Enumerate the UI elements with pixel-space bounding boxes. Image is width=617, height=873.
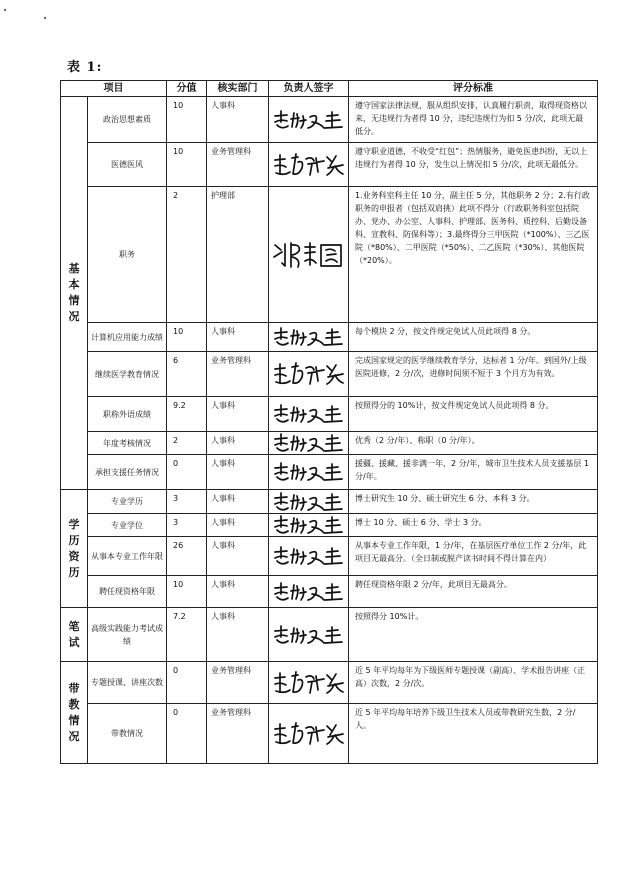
item-cell: 职务	[88, 187, 167, 323]
score-cell: 6	[167, 352, 207, 397]
item-cell: 专业学历	[88, 490, 167, 514]
item-cell: 带教情况	[88, 704, 167, 764]
item-cell: 聘任现资格年限	[88, 576, 167, 608]
item-cell: 职称外语成绩	[88, 397, 167, 432]
score-cell: 0	[167, 455, 207, 490]
item-cell: 继续医学教育情况	[88, 352, 167, 397]
criteria-cell: 按照得分的 10%计，按文件规定免试人员此项得 8 分。	[349, 397, 598, 432]
group-label-char: 试	[68, 635, 80, 649]
score-cell: 0	[167, 662, 207, 704]
score-cell: 3	[167, 490, 207, 514]
item-cell: 年度考核情况	[88, 432, 167, 455]
criteria-cell: 按照得分 10%计。	[349, 608, 598, 662]
signature-cell	[269, 662, 349, 704]
dept-cell: 人事科	[207, 490, 269, 514]
signature-a	[272, 545, 346, 567]
table-row	[61, 97, 598, 143]
signature-cell	[269, 97, 349, 143]
dept-cell: 人事科	[207, 514, 269, 537]
signature-a	[272, 326, 346, 348]
item-cell: 医德医风	[88, 143, 167, 187]
score-cell: 2	[167, 432, 207, 455]
dept-cell: 人事科	[207, 97, 269, 143]
table-row	[61, 608, 598, 662]
criteria-cell: 近 5 年平均每年为下级医师专题授课（副高）、学术报告讲座（正高）次数，2 分/次。	[349, 662, 598, 704]
group-label-char: 带	[68, 681, 80, 695]
group-label-char: 笔	[68, 619, 80, 633]
group-label-char: 基	[68, 262, 80, 275]
dept-cell: 人事科	[207, 432, 269, 455]
signature-a	[272, 403, 346, 425]
signature-cell	[269, 323, 349, 352]
group-label-char: 情	[68, 713, 80, 727]
table-row	[61, 490, 598, 514]
signature-b	[272, 721, 346, 747]
signature-cell	[269, 187, 349, 323]
item-cell: 专题授课、讲座次数	[88, 662, 167, 704]
signature-cell	[269, 143, 349, 187]
item-cell: 专业学位	[88, 514, 167, 537]
table-row	[61, 704, 598, 764]
dept-cell: 人事科	[207, 537, 269, 576]
criteria-cell: 完成国家规定的医学继续教育学分，达标者 1 分/年。到国外/上级医院进修，2 分/次，进修时间须不短于 3 个月方为有效。	[349, 352, 598, 397]
score-cell: 10	[167, 576, 207, 608]
criteria-cell: 援疆、援藏、援非满一年，2 分/年，城市卫生技术人员支援基层 1 分/年。	[349, 455, 598, 490]
table-row	[61, 455, 598, 490]
signature-cell	[269, 704, 349, 764]
signature-cell	[269, 537, 349, 576]
signature-a	[272, 461, 346, 483]
signature-cell	[269, 514, 349, 537]
signature-c	[271, 239, 347, 271]
dept-cell: 人事科	[207, 397, 269, 432]
item-cell: 承担支援任务情况	[88, 455, 167, 490]
group-label-char: 况	[68, 310, 80, 323]
signature-b	[272, 152, 346, 178]
table-row	[61, 143, 598, 187]
signature-b	[272, 670, 346, 696]
table-row	[61, 662, 598, 704]
score-cell: 26	[167, 537, 207, 576]
signature-cell	[269, 432, 349, 455]
score-cell: 0	[167, 704, 207, 764]
group-label	[61, 662, 88, 764]
criteria-cell: 近 5 年平均每年培养下级卫生技术人员或带教研究生数，2 分/人。	[349, 704, 598, 764]
criteria-cell: 从事本专业工作年限，1 分/年，在基层医疗单位工作 2 分/年，此项目无最高分。（全日制或脱产读书时间不得计算在内）	[349, 537, 598, 576]
signature-cell	[269, 455, 349, 490]
criteria-cell: 博士研究生 10 分、硕士研究生 6 分、本科 3 分。	[349, 490, 598, 514]
signature-b	[272, 361, 346, 387]
item-cell: 高级实践能力考试成绩	[88, 608, 167, 662]
signature-cell	[269, 608, 349, 662]
score-table	[60, 80, 598, 764]
dept-cell: 人事科	[207, 576, 269, 608]
signature-a	[272, 514, 346, 536]
criteria-cell: 1.业务科室科主任 10 分，副主任 5 分，其他职务 2 分；2.有行政职务的申报者（包括双肩挑）此项不得分（行政职务科室包括院办、党办、办公室、人事科、护理部、医务科、质控科、后勤设备科、宣教科、防保科等）；3.最终得分三甲医院（*100%）、三乙医院（*80%）、二甲医院（*50%）、二乙医院（*30%）、其他医院（*20%）。	[349, 187, 598, 323]
group-label	[61, 97, 88, 490]
header-criteria: 评分标准	[349, 81, 598, 97]
score-cell: 10	[167, 97, 207, 143]
dept-cell: 业务管理科	[207, 352, 269, 397]
group-label-char: 情	[68, 294, 80, 307]
group-label-char: 学	[68, 517, 80, 531]
header-score: 分值	[167, 81, 207, 97]
table-row	[61, 432, 598, 455]
table-row	[61, 576, 598, 608]
criteria-cell: 遵守职业道德，不收受“红包”；热情服务，避免医患纠纷，无以上违规行为者得 10 分，发生以上情况扣 5 分/次，此项无最低分。	[349, 143, 598, 187]
signature-cell	[269, 490, 349, 514]
group-label	[61, 490, 88, 608]
score-cell: 3	[167, 514, 207, 537]
table-title: 表 1:	[67, 60, 103, 75]
scan-speck	[4, 9, 6, 11]
criteria-cell: 遵守国家法律法规，服从组织安排，认真履行职责，取得现资格以来，无违规行为者得 10 分，违纪违规行为扣 5 分/次，此项无最低分。	[349, 97, 598, 143]
score-cell: 10	[167, 323, 207, 352]
group-label-char: 教	[68, 697, 80, 711]
table-row	[61, 352, 598, 397]
criteria-cell: 聘任现资格年限 2 分/年，此项目无最高分。	[349, 576, 598, 608]
score-cell: 2	[167, 187, 207, 323]
header-row	[61, 81, 598, 97]
group-label-char: 历	[68, 565, 80, 579]
table-row	[61, 187, 598, 323]
signature-cell	[269, 352, 349, 397]
criteria-cell: 博士 10 分、硕士 6 分、学士 3 分。	[349, 514, 598, 537]
scan-speck	[44, 17, 46, 19]
score-cell: 7.2	[167, 608, 207, 662]
signature-a	[272, 624, 346, 646]
table-row	[61, 514, 598, 537]
criteria-cell: 每个模块 2 分，按文件规定免试人员此项得 8 分。	[349, 323, 598, 352]
score-cell: 9.2	[167, 397, 207, 432]
dept-cell: 人事科	[207, 455, 269, 490]
group-label	[61, 608, 88, 662]
dept-cell: 人事科	[207, 323, 269, 352]
table-row	[61, 397, 598, 432]
dept-cell: 护理部	[207, 187, 269, 323]
signature-a	[272, 432, 346, 454]
group-label-char: 历	[68, 533, 80, 547]
dept-cell: 业务管理科	[207, 662, 269, 704]
signature-a	[272, 109, 346, 131]
item-cell: 计算机应用能力成绩	[88, 323, 167, 352]
signature-cell	[269, 397, 349, 432]
dept-cell: 人事科	[207, 608, 269, 662]
table-row	[61, 323, 598, 352]
score-cell: 10	[167, 143, 207, 187]
signature-cell	[269, 576, 349, 608]
table-row	[61, 537, 598, 576]
signature-a	[272, 581, 346, 603]
group-label-char: 资	[68, 549, 80, 563]
header-sign: 负责人签字	[269, 81, 349, 97]
header-dept: 核实部门	[207, 81, 269, 97]
group-label-char: 况	[68, 729, 80, 743]
dept-cell: 业务管理科	[207, 704, 269, 764]
header-item: 项目	[61, 81, 167, 97]
criteria-cell: 优秀（2 分/年）、称职（0 分/年）。	[349, 432, 598, 455]
group-label-char: 本	[68, 278, 80, 291]
signature-a	[272, 491, 346, 513]
item-cell: 从事本专业工作年限	[88, 537, 167, 576]
dept-cell: 业务管理科	[207, 143, 269, 187]
item-cell: 政治思想素质	[88, 97, 167, 143]
